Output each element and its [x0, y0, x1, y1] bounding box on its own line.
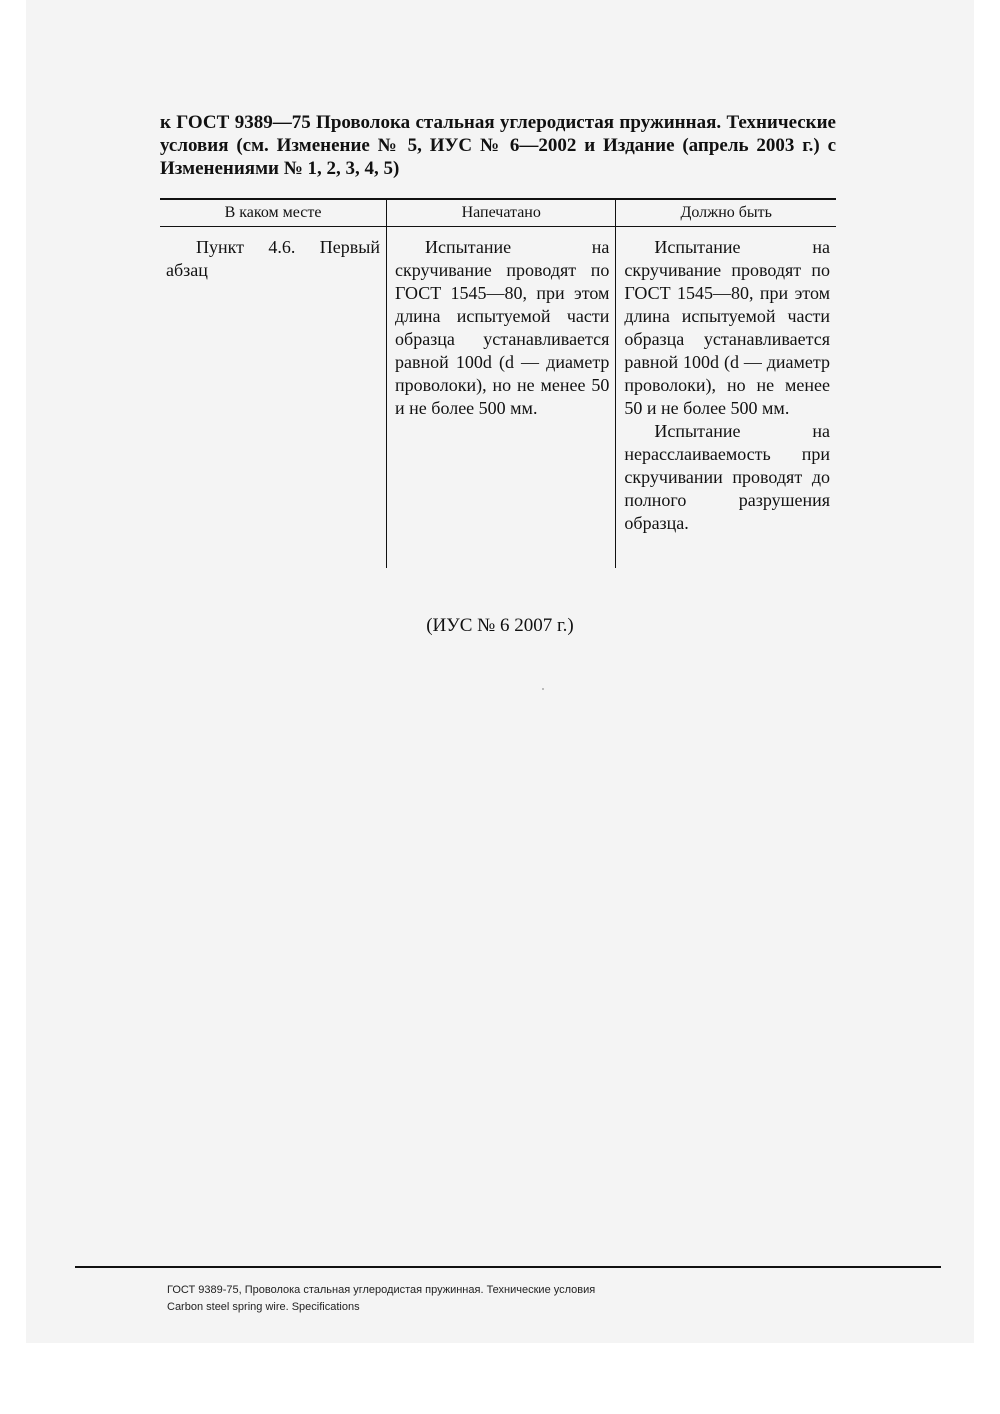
scan-speck: [542, 688, 544, 690]
footer-divider: [75, 1266, 941, 1268]
printed-text: Испытание на скручивание проводят по ГОСТ 1545—80, при этом длина испытуемой части образца устанавливается равной 100d (d — диаметр проволоки), но не менее 50 и не более 500 мм.: [395, 237, 610, 418]
header-should-be: Должно быть: [616, 199, 836, 227]
table-row: [160, 227, 836, 569]
header-printed: Напечатано: [387, 199, 616, 227]
header-place: В каком месте: [160, 199, 387, 227]
amendment-heading: к ГОСТ 9389—75 Проволока стальная углеродистая пружинная. Технические условия (см. Изменение № 5, ИУС № 6—2002 и Издание (апрель 2003 г.) с Изменениями № 1, 2, 3, 4, 5): [160, 112, 836, 179]
issue-reference: (ИУС № 6 2007 г.): [426, 615, 574, 636]
table-header-row: [160, 199, 836, 227]
footer-line-english: Carbon steel spring wire. Specifications: [167, 1301, 360, 1313]
footer-line-russian: ГОСТ 9389-75, Проволока стальная углеродистая пружинная. Технические условия: [167, 1284, 596, 1296]
corrections-table: [160, 198, 836, 568]
place-text: Пункт 4.6. Первый абзац: [166, 237, 381, 280]
cell-printed: [387, 227, 616, 569]
should-be-text-1: Испытание на скручивание проводят по ГОСТ 1545—80, при этом длина испытуемой части образца устанавливается равной 100d (d — диаметр проволоки), но не менее 50 и не более 500 мм.: [624, 237, 830, 418]
footer: [167, 1282, 595, 1316]
cell-place: [160, 227, 387, 569]
should-be-text-2: Испытание на нерасслаиваемость при скручивании проводят до полного разрушения образца.: [624, 421, 830, 533]
cell-should-be: [616, 227, 836, 569]
